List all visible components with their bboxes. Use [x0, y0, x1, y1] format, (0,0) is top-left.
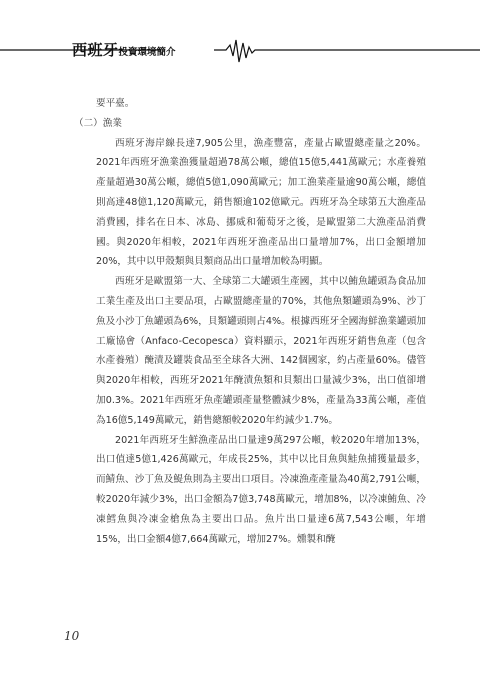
body-text — [74, 94, 426, 549]
paragraph: 2021年西班牙生鮮漁產品出口量達9萬297公噸，較2020年增加13%，出口值達5億1,426萬歐元，年成長25%，其中以比目魚與鮭魚捕獲量最多，而鯖魚、沙丁魚及鯷魚則為主要出口項目。冷凍漁產產量為40萬2,791公噸，較2020年減少3%，出口金額為7億3,748萬歐元，增加8%，以冷凍鮪魚、冷凍鱈魚與冷凍金槍魚為主要出口品。魚片出口量達6萬7,543公噸，年增15%，出口金額4億7,664萬歐元，增加27%。燻製和醃 — [96, 434, 426, 545]
header-title-sub: 投資環境簡介 — [118, 47, 176, 58]
paragraph: 西班牙海岸線長達7,905公里，漁產豐富，產量占歐盟總產量之20%。2021年西班牙漁業漁獲量超過78萬公噸，總值15億5,441萬歐元；水產養殖產量超過30萬公噸，總值5億1,090萬歐元；加工漁業產量逾90萬公噸，總值則高達48億1,120萬歐元，銷售額逾102億歐元。西班牙為全球第五大漁產品消費國，排名在日本、冰島、挪威和葡萄牙之後，是歐盟第二大漁產品消費國。與2020年相較，2021年西班牙漁產品出口量增加7%，出口金額增加20%，其中以甲殼類與貝類商品出口量增加較為明顯。 — [96, 137, 426, 268]
page-header — [0, 36, 480, 66]
section-heading: （二）漁業 — [74, 117, 122, 129]
header-title — [72, 39, 176, 60]
page-number: 10 — [64, 629, 80, 643]
intro-tail: 要平臺。 — [96, 98, 135, 109]
paragraph: 西班牙是歐盟第一大、全球第二大罐頭生產國，其中以鮪魚罐頭為食品加工業生產及出口主要品項，占歐盟總產量的70%，其他魚類罐頭為9%、沙丁魚及小沙丁魚罐頭為6%，貝類罐頭則占4%。根據西班牙全國海鮮漁業罐頭加工廠協會（Anfaco-Cecopesca）資料顯示，2021年西班牙銷售魚產（包含水產養殖）醃漬及罐裝食品至全球各大洲、142個國家，約占產量60%。儘管與2020年相較，西班牙2021年醃漬魚類和貝類出口量減少3%，出口值卻增加0.3%。2021年西班牙魚產罐頭產量整體減少8%，產量為33萬公噸，產值為16億5,149萬歐元，銷售總額較2020年約減少1.7%。 — [96, 276, 426, 426]
header-title-main: 西班牙 — [72, 41, 119, 59]
